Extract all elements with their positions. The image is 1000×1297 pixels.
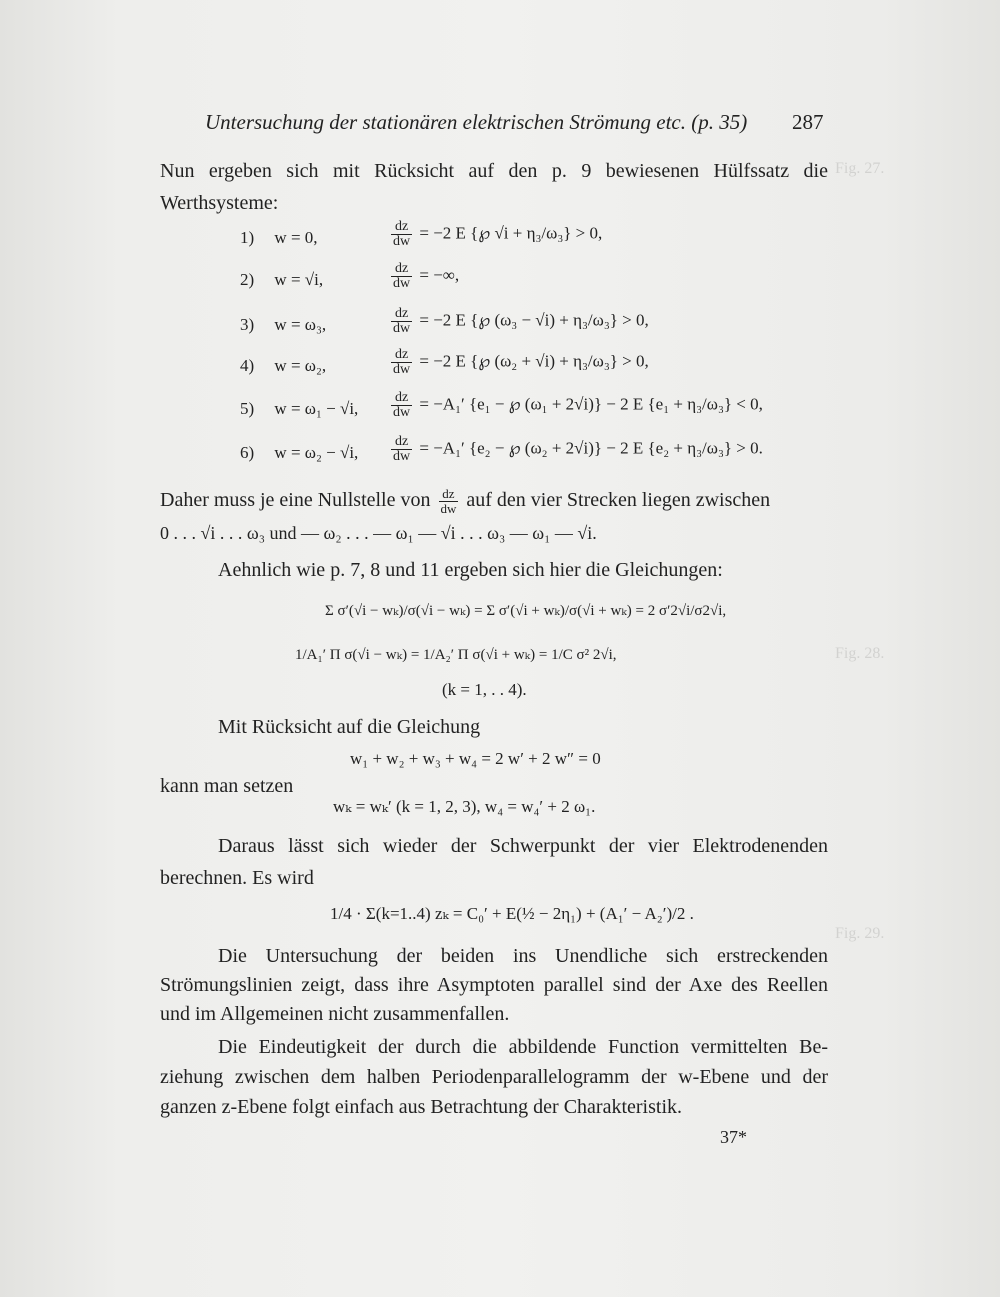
system-number: 4) <box>240 356 255 375</box>
paragraph-line: Die Eindeutigkeit der durch die abbildende Function vermittelten Be- <box>218 1036 828 1058</box>
system-rhs: $\frac{dz}{dw}$ = −∞, <box>393 261 460 291</box>
paragraph-line: Aehnlich wie p. 7, 8 und 11 ergeben sich hier die Gleichungen: <box>218 559 723 581</box>
paragraph-line: ganzen z-Ebene folgt einfach aus Betrachtung der Charakteristik. <box>160 1096 683 1118</box>
system-number: 6) <box>240 443 255 462</box>
intro-line: Nun ergeben sich mit Rücksicht auf den p. 9 bewiesenen Hülfssatz die <box>160 160 828 182</box>
system-row <box>240 399 358 419</box>
page-number: 287 <box>792 110 824 134</box>
signature-mark: 37* <box>720 1127 747 1147</box>
system-number: 3) <box>240 315 255 334</box>
system-row <box>240 315 326 335</box>
dz-dw-fraction: $\frac{dz}{dw}$ <box>393 347 411 377</box>
equation-index-range: (k = 1, . . 4). <box>442 680 527 699</box>
system-rhs: $\frac{dz}{dw}$ = −A₁′ {e₂ − ℘ (ω₂ + 2√i)} − 2 E {e₂ + η₃/ω₃} > 0. <box>393 434 763 464</box>
paragraph-line: und im Allgemeinen nicht zusammenfallen. <box>160 1003 510 1025</box>
system-number: 2) <box>240 270 255 289</box>
system-w-value: w = 0, <box>274 228 318 247</box>
equation-sum-w: w₁ + w₂ + w₃ + w₄ = 2 w′ + 2 w″ = 0 <box>350 749 601 768</box>
system-w-value: w = ω₂, <box>274 356 327 375</box>
paragraph-line: kann man setzen <box>160 775 294 797</box>
system-rhs: $\frac{dz}{dw}$ = −2 E {℘ (ω₃ − √i) + η₃/ω₃} > 0, <box>393 306 649 336</box>
system-row <box>240 270 323 290</box>
bleed-through-text: Fig. 27. <box>835 160 885 177</box>
system-rhs: $\frac{dz}{dw}$ = −2 E {℘ √i + η₃/ω₃} > 0, <box>393 219 603 249</box>
system-w-value: w = ω₃, <box>274 315 327 334</box>
dz-dw-fraction: $\frac{dz}{dw}$ <box>440 485 457 516</box>
paragraph-line: Daraus lässt sich wieder der Schwerpunkt der vier Elektrodenenden <box>218 835 828 857</box>
paragraph-line: 0 . . . √i . . . ω₃ und — ω₂ . . . — ω₁ — √i . . . ω₃ — ω₁ — √i. <box>160 523 597 543</box>
intro-line: Werthsysteme: <box>160 192 279 214</box>
equation-sigma-sum: Σ σ′(√i − wₖ)/σ(√i − wₖ) = Σ σ′(√i + wₖ)/σ(√i + wₖ) = 2 σ′2√i/σ2√i, <box>325 603 727 619</box>
paragraph-line: Daher muss je eine Nullstelle von $\frac{dz}{dw}$ auf den vier Strecken liegen zwischen <box>160 485 771 516</box>
equation-centroid: 1/4 · Σ(k=1..4) zₖ = C₀′ + E(½ − 2η₁) + (A₁′ − A₂′)/2 . <box>330 904 694 923</box>
system-rhs: $\frac{dz}{dw}$ = −A₁′ {e₁ − ℘ (ω₁ + 2√i)} − 2 E {e₁ + η₃/ω₃} < 0, <box>393 390 763 420</box>
paragraph-line: ziehung zwischen dem halben Periodenparallelogramm der w-Ebene und der <box>160 1066 828 1088</box>
dz-dw-fraction: $\frac{dz}{dw}$ <box>393 306 411 336</box>
paragraph-line: Strömungslinien zeigt, dass ihre Asymptoten parallel sind der Axe des Reellen <box>160 974 828 996</box>
system-number: 5) <box>240 399 255 418</box>
system-row <box>240 356 326 376</box>
dz-dw-fraction: $\frac{dz}{dw}$ <box>393 434 411 464</box>
system-row <box>240 443 358 463</box>
paragraph-line: Die Untersuchung der beiden ins Unendliche sich erstreckenden <box>218 945 828 967</box>
paragraph-line: berechnen. Es wird <box>160 867 314 889</box>
system-number: 1) <box>240 228 255 247</box>
system-w-value: w = ω₂ − √i, <box>274 443 359 462</box>
paragraph-line: Mit Rücksicht auf die Gleichung <box>218 716 481 738</box>
bleed-through-text: Fig. 29. <box>835 925 885 942</box>
equation-product: 1/A₁′ Π σ(√i − wₖ) = 1/A₂′ Π σ(√i + wₖ) = 1/C σ² 2√i, <box>295 647 617 663</box>
dz-dw-fraction: $\frac{dz}{dw}$ <box>393 219 411 249</box>
system-row <box>240 228 318 248</box>
system-rhs: $\frac{dz}{dw}$ = −2 E {℘ (ω₂ + √i) + η₃/ω₃} > 0, <box>393 347 649 377</box>
dz-dw-fraction: $\frac{dz}{dw}$ <box>393 390 411 420</box>
dz-dw-fraction: $\frac{dz}{dw}$ <box>393 261 411 291</box>
bleed-through-text: Fig. 28. <box>835 645 885 662</box>
equation-wk: wₖ = wₖ′ (k = 1, 2, 3), w₄ = w₄′ + 2 ω₁. <box>333 797 596 816</box>
system-w-value: w = √i, <box>274 270 324 289</box>
running-header: Untersuchung der stationären elektrischen Strömung etc. (p. 35) <box>205 110 748 134</box>
system-w-value: w = ω₁ − √i, <box>274 399 359 418</box>
